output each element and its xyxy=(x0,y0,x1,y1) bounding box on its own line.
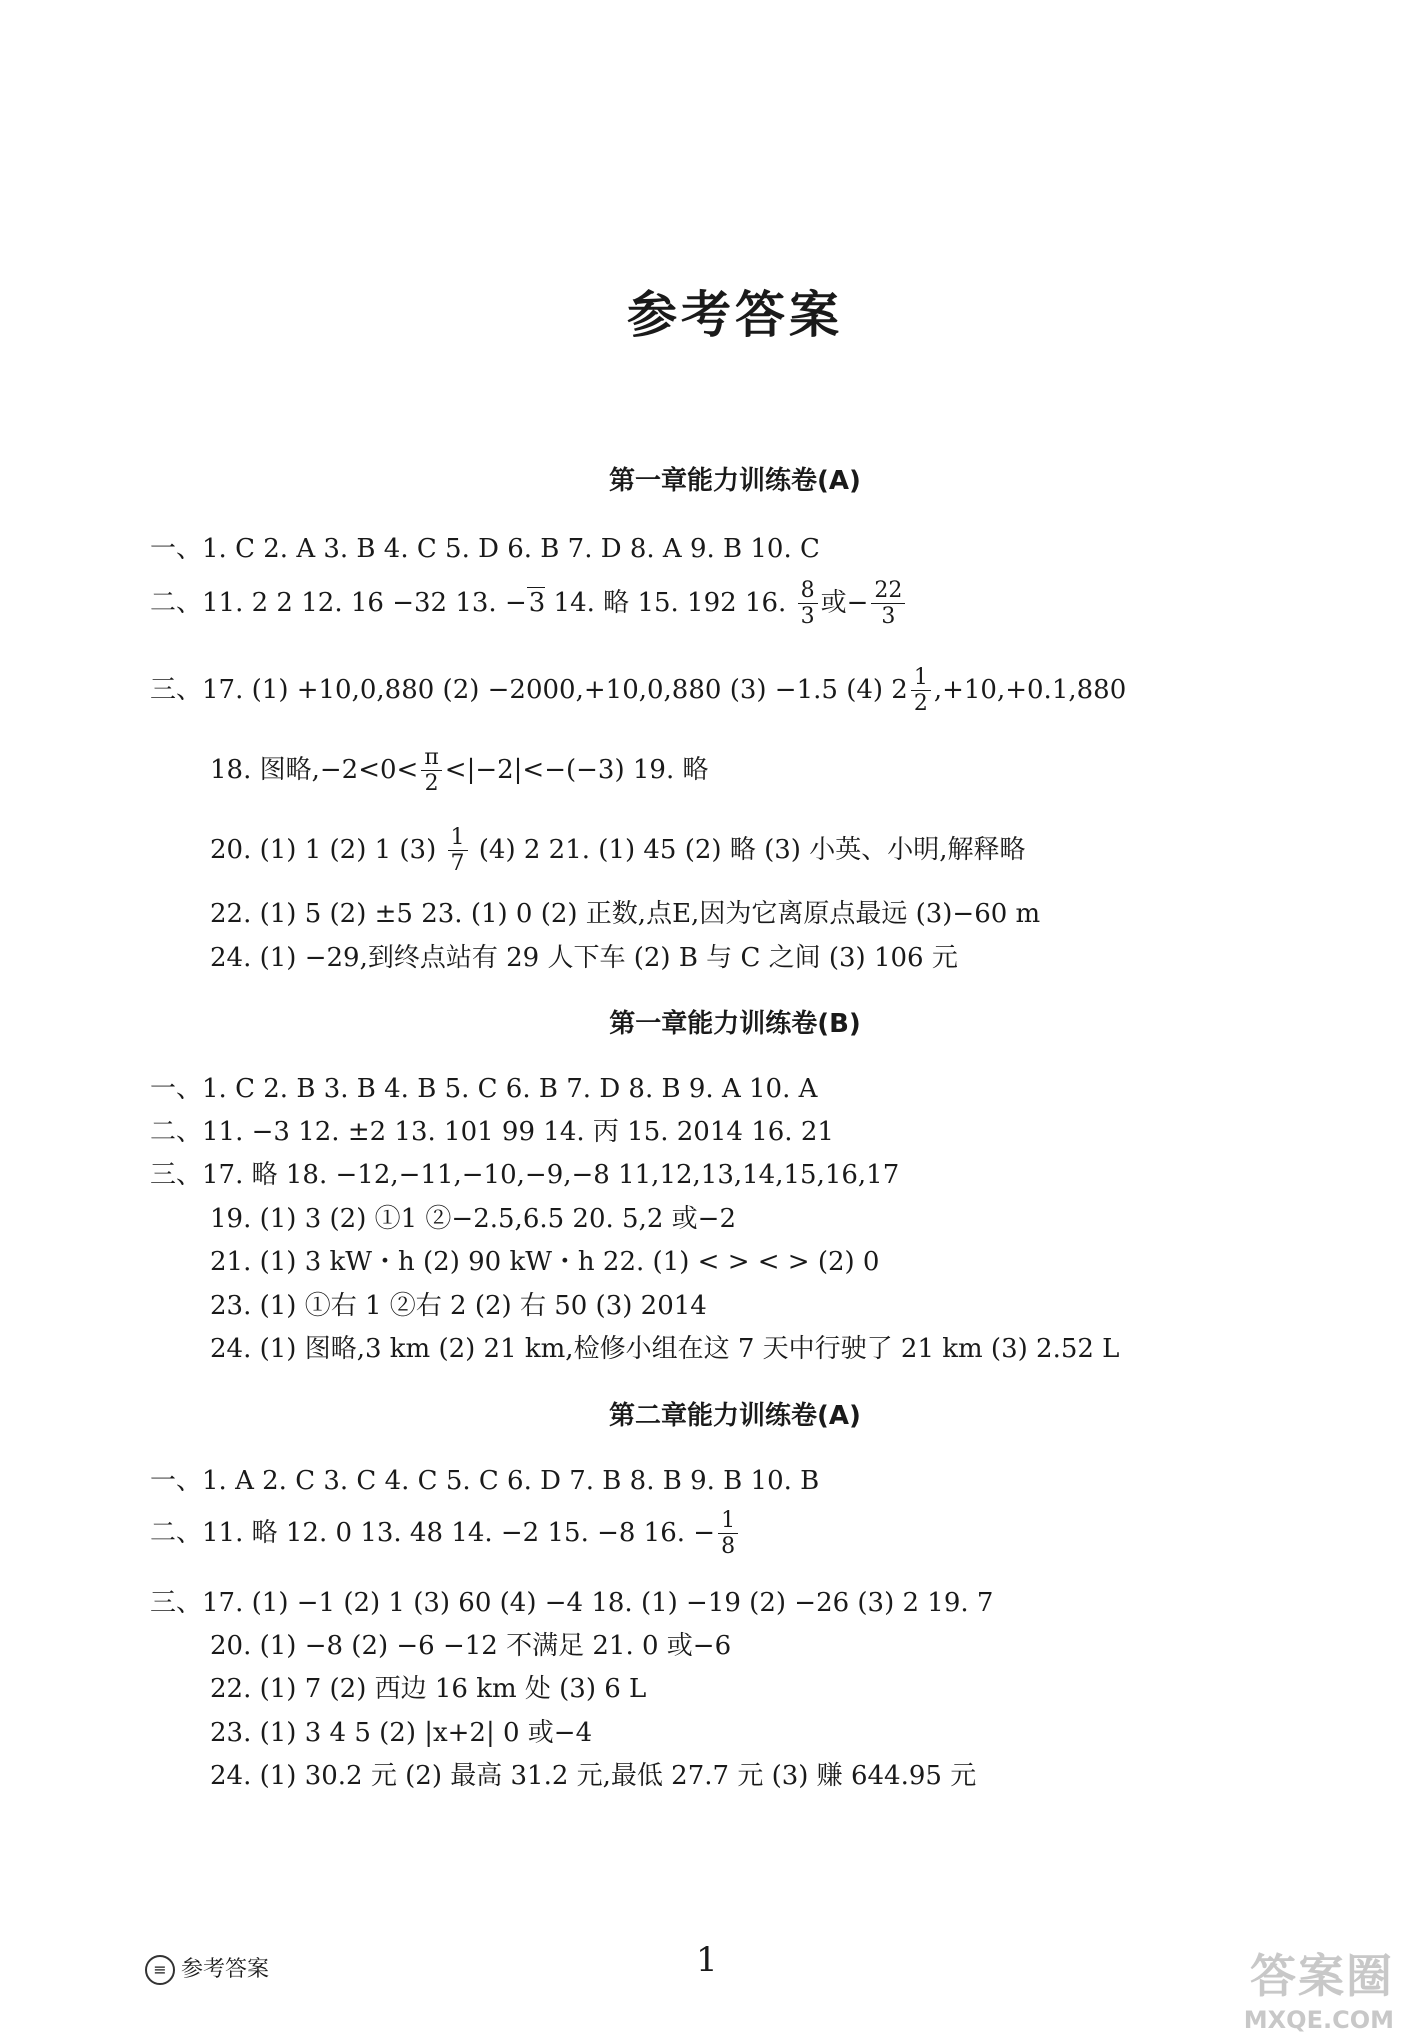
page-title: 参考答案 xyxy=(627,286,843,344)
answer-text: 23. (1) ①右 1 ②右 2 (2) 右 50 (3) 2014 xyxy=(210,1291,707,1321)
fraction-denominator: 3 xyxy=(800,604,815,630)
section-number: 一、 xyxy=(150,1466,203,1496)
footer-label: 参考答案 xyxy=(181,1957,270,1982)
answer-line xyxy=(210,893,1040,930)
fraction-denominator: 3 xyxy=(881,604,896,630)
answer-line xyxy=(150,1582,993,1619)
watermark-url: MXQE.COM xyxy=(1243,2006,1394,2034)
answer-text: 或− xyxy=(820,587,869,618)
answer-text: 14. 略 15. 192 16. xyxy=(545,587,795,618)
section-number: 三、 xyxy=(150,1588,203,1618)
fraction-denominator: 7 xyxy=(450,851,465,877)
fraction-numerator: 1 xyxy=(718,1508,738,1534)
watermark xyxy=(1244,1940,1394,2034)
answer-line xyxy=(210,1198,736,1235)
fraction-denominator: 8 xyxy=(721,1534,736,1560)
fraction xyxy=(798,578,818,630)
answer-line xyxy=(210,825,1025,877)
answer-text: 17. 略 18. −12,−11,−10,−9,−8 11,12,13,14,15,16,17 xyxy=(202,1160,900,1190)
answer-line xyxy=(210,745,709,797)
answer-text: 11. 2 2 12. 16 −32 13. − xyxy=(202,587,527,618)
answer-text: (4) 2 21. (1) 45 (2) 略 (3) 小英、小明,解释略 xyxy=(470,834,1026,865)
answer-line xyxy=(210,1625,731,1662)
answer-line xyxy=(150,528,820,565)
answer-line xyxy=(210,1241,879,1278)
section-title: 第一章能力训练卷(B) xyxy=(609,1009,861,1039)
section-number: 二、 xyxy=(150,587,203,618)
answer-line xyxy=(210,1712,592,1749)
fraction-numerator: 22 xyxy=(871,578,905,604)
answer-line xyxy=(150,1508,741,1560)
answer-text: 24. (1) −29,到终点站有 29 人下车 (2) B 与 C 之间 (3) 106 元 xyxy=(210,943,958,973)
section-title: 第一章能力训练卷(A) xyxy=(609,466,861,496)
answer-text: 1. C 2. A 3. B 4. C 5. D 6. B 7. D 8. A 9. B 10. C xyxy=(202,534,820,564)
fraction xyxy=(871,578,905,630)
answer-line xyxy=(150,1068,817,1105)
answer-text: 17. (1) −1 (2) 1 (3) 60 (4) −4 18. (1) −19 (2) −26 (3) 2 19. 7 xyxy=(202,1588,994,1618)
answer-text: 11. −3 12. ±2 13. 101 99 14. 丙 15. 2014 16. 21 xyxy=(202,1117,834,1147)
answer-line xyxy=(150,1111,834,1148)
section-number: 二、 xyxy=(150,1117,203,1147)
answer-line xyxy=(150,1460,819,1497)
answer-line xyxy=(210,1755,976,1792)
answer-text: 24. (1) 30.2 元 (2) 最高 31.2 元,最低 27.7 元 (3) 赚 644.95 元 xyxy=(210,1761,977,1791)
answer-text: 20. (1) 1 (2) 1 (3) xyxy=(210,834,445,865)
footer xyxy=(145,1952,269,1985)
answer-line xyxy=(210,1285,707,1322)
answer-text: 18. 图略,−2<0< xyxy=(210,754,419,785)
fraction xyxy=(448,825,468,877)
answer-text: 1. C 2. B 3. B 4. B 5. C 6. B 7. D 8. B 9. A 10. A xyxy=(202,1074,818,1104)
answer-text: 23. (1) 3 4 5 (2) |x+2| 0 或−4 xyxy=(210,1718,593,1748)
section-title: 第二章能力训练卷(A) xyxy=(609,1401,861,1431)
sqrt-value: 3 xyxy=(528,587,546,618)
fraction xyxy=(718,1508,738,1560)
answer-line xyxy=(210,1328,1119,1365)
answer-line xyxy=(210,937,958,974)
answer-text: 22. (1) 7 (2) 西边 16 km 处 (3) 6 L xyxy=(210,1674,647,1704)
fraction-denominator: 2 xyxy=(424,771,439,797)
fraction-numerator: 1 xyxy=(448,825,468,851)
section-number: 一、 xyxy=(150,534,203,564)
page-number: 1 xyxy=(696,1940,718,1980)
section-number: 三、 xyxy=(150,674,203,705)
fraction-numerator: 8 xyxy=(798,578,818,604)
answer-line xyxy=(210,1668,646,1705)
answer-text: 21. (1) 3 kW・h (2) 90 kW・h 22. (1) < > < > (2) 0 xyxy=(210,1247,880,1277)
section-number: 一、 xyxy=(150,1074,203,1104)
answer-line xyxy=(150,1154,899,1191)
fraction xyxy=(421,745,441,797)
answer-text: 19. (1) 3 (2) ①1 ②−2.5,6.5 20. 5,2 或−2 xyxy=(210,1204,736,1234)
answer-text: 1. A 2. C 3. C 4. C 5. C 6. D 7. B 8. B 9. B 10. B xyxy=(202,1466,820,1496)
answer-text: 17. (1) +10,0,880 (2) −2000,+10,0,880 (3) −1.5 (4) 2 xyxy=(202,674,908,705)
answer-text: <|−2|<−(−3) 19. 略 xyxy=(444,754,709,785)
answer-text: 20. (1) −8 (2) −6 −12 不满足 21. 0 或−6 xyxy=(210,1631,732,1661)
answer-text: 11. 略 12. 0 13. 48 14. −2 15. −8 16. − xyxy=(202,1517,716,1548)
fraction-numerator: 1 xyxy=(911,665,931,691)
section-number: 三、 xyxy=(150,1160,203,1190)
fraction-numerator: π xyxy=(421,745,441,771)
answer-text: ,+10,+0.1,880 xyxy=(933,674,1127,705)
watermark-logo: 答案圈 xyxy=(1250,1949,1394,2003)
answer-text: 22. (1) 5 (2) ±5 23. (1) 0 (2) 正数,点E,因为它离原点最远 (3)−60 m xyxy=(210,899,1041,929)
section-number: 二、 xyxy=(150,1517,203,1548)
fraction xyxy=(911,665,931,717)
answer-line xyxy=(150,665,1126,717)
fraction-denominator: 2 xyxy=(913,691,928,717)
answer-text: 24. (1) 图略,3 km (2) 21 km,检修小组在这 7 天中行驶了 21 km (3) 2.52 L xyxy=(210,1334,1120,1364)
answer-line xyxy=(150,578,908,630)
book-icon: ≡ xyxy=(145,1955,175,1985)
